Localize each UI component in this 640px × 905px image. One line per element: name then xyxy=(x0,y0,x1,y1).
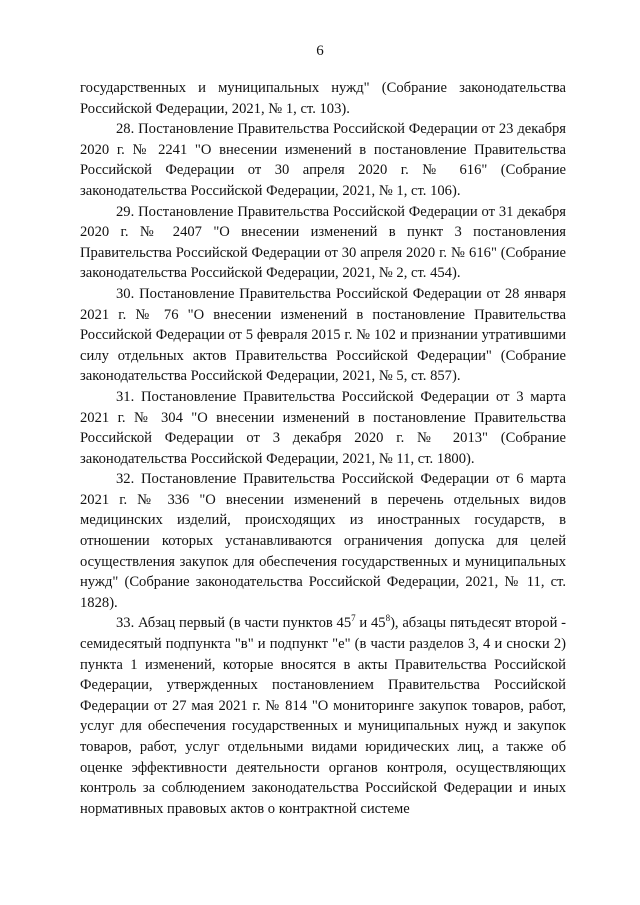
item33-text-part3: ), абзацы пятьдесят второй - семидесятый подпункта "в" и подпункт "е" (в части разделов 3, 4 и сноски 2) пункта 1 изменений, которые вносятся в акты Правительства Российской Федерации, утвержденных постановлением Правительства Российской Федерации от 27 мая 2021 г. № 814 "О мониторинге закупок товаров, работ, услуг для обеспечения государственных и муниципальных нужд и закупок товаров, работ, услуг отдельными видами юридических лиц, а также об оценке эффективности деятельности органов контроля, осуществляющих контроль за соблюдением законодательства Российской Федерации и иных нормативных правовых актов о контрактной системе xyxy=(80,615,567,817)
footnote-marker-7: 7 xyxy=(351,613,356,624)
continuation-paragraph: государственных и муниципальных нужд" (Собрание законодательства Российской Федерации, 2021, № 1, ст. 103). xyxy=(80,80,566,117)
item33-text-part2: и 45 xyxy=(355,615,386,632)
list-item-31: 31. Постановление Правительства Российской Федерации от 3 марта 2021 г. № 304 "О внесении изменений в постановление Правительства Российской Федерации от 3 декабря 2020 г. № 2013" (Собрание законодательства Российской Федерации, 2021, № 11, ст. 1800). xyxy=(80,388,566,467)
page-body xyxy=(80,78,566,819)
list-item-32: 32. Постановление Правительства Российской Федерации от 6 марта 2021 г. № 336 "О внесении изменений в перечень отдельных видов медицинских изделий, происходящих из иностранных государств, в отношении которых устанавливаются ограничения допуска для целей осуществления закупок для обеспечения государственных и муниципальных нужд" (Собрание законодательства Российской Федерации, 2021, № 11, ст. 1828). xyxy=(80,471,566,611)
list-item-28: 28. Постановление Правительства Российской Федерации от 23 декабря 2020 г. № 2241 "О внесении изменений в постановление Правительства Российской Федерации от 30 апреля 2020 г. № 616" (Собрание законодательства Российской Федерации, 2021, № 1, ст. 106). xyxy=(80,121,566,199)
list-item-30: 30. Постановление Правительства Российской Федерации от 28 января 2021 г. № 76 "О внесении изменений в постановление Правительства Российской Федерации от 5 февраля 2015 г. № 102 и признании утратившими силу отдельных актов Правительства Российской Федерации" (Собрание законодательства Российской Федерации, 2021, № 5, ст. 857). xyxy=(80,285,566,385)
list-item-33 xyxy=(80,613,566,819)
page-number: 6 xyxy=(316,43,324,59)
footnote-marker-8: 8 xyxy=(385,613,391,624)
item33-text-part1: 33. Абзац первый (в части пунктов 45 xyxy=(116,615,352,632)
list-item-29: 29. Постановление Правительства Российской Федерации от 31 декабря 2020 г. № 2407 "О внесении изменений в пункт 3 постановления Правительства Российской Федерации от 30 апреля 2020 г. № 616" (Собрание законодательства Российской Федерации, 2021, № 2, ст. 454). xyxy=(80,203,566,282)
